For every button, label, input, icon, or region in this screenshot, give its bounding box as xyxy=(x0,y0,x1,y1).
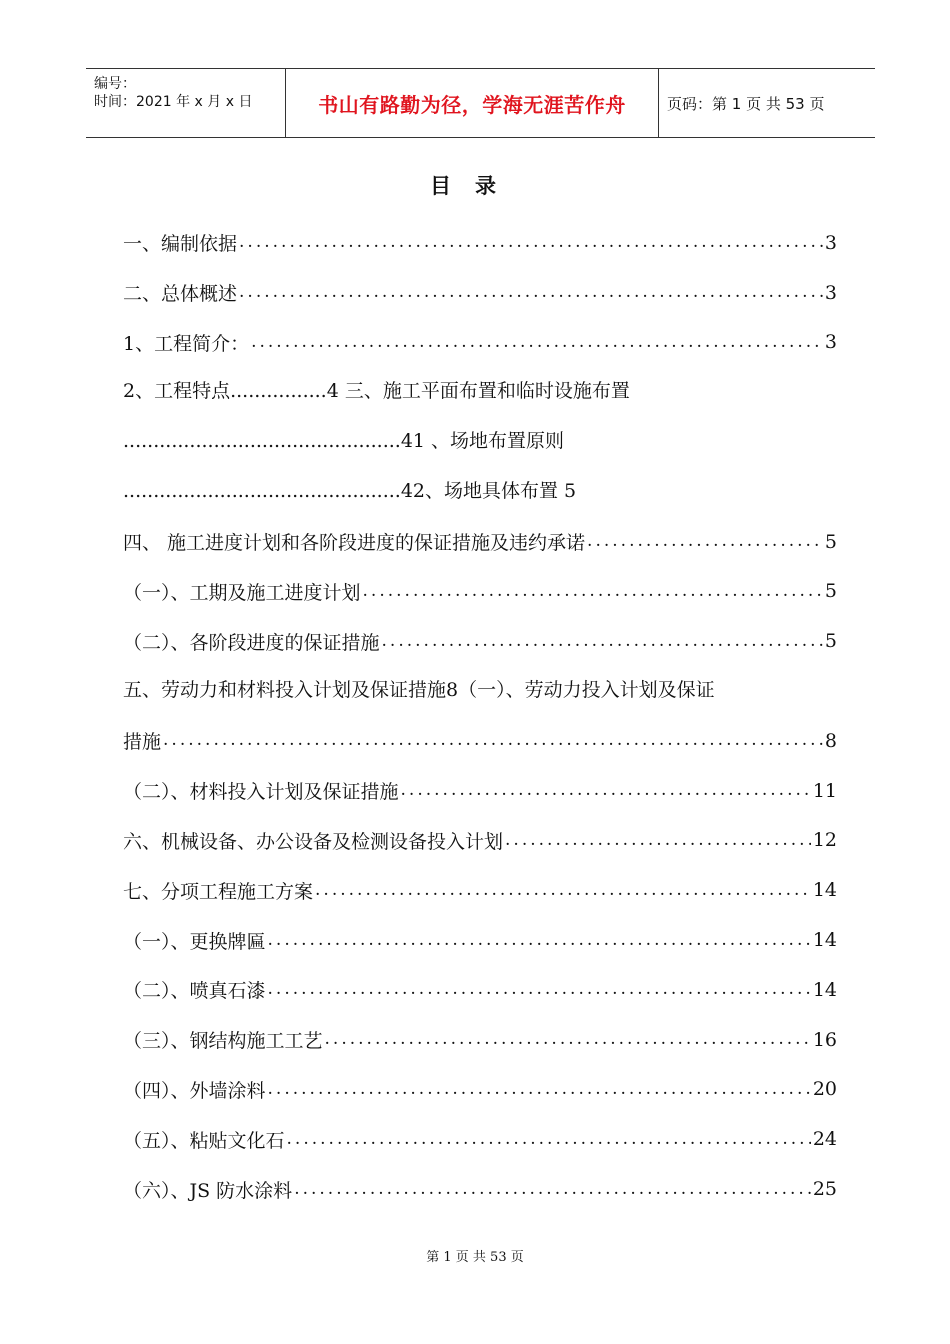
toc-leader-dots xyxy=(287,1131,811,1148)
toc-entry-page: 8 xyxy=(824,729,837,752)
toc-entry: 2、工程特点................4 三、施工平面布置和临时设施布置 xyxy=(123,380,630,403)
toc-entry-label: （三）、钢结构施工工艺 xyxy=(123,1030,323,1053)
document-number-label: 编号： xyxy=(94,76,136,92)
toc-entry xyxy=(123,567,837,617)
toc-entry-label: （二）、各阶段进度的保证措施 xyxy=(123,631,380,654)
table-of-contents xyxy=(123,218,837,1214)
toc-entry xyxy=(123,268,837,318)
header-meta xyxy=(86,69,286,137)
toc-entry-label: （五）、粘贴文化石 xyxy=(123,1129,285,1152)
toc-entry-page: 12 xyxy=(812,829,837,852)
toc-title: 目录 xyxy=(430,174,520,198)
header-motto: 书山有路勤为径，学海无涯苦作舟 xyxy=(286,69,659,137)
toc-entry: 五、劳动力和材料投入计划及保证措施8（一）、劳动力投入计划及保证 xyxy=(123,679,715,702)
toc-entry: ..............................................41 、场地布置原则 xyxy=(123,430,565,453)
toc-entry xyxy=(123,816,837,866)
toc-entry-label: 六、机械设备、办公设备及检测设备投入计划 xyxy=(123,830,504,853)
toc-entry-page: 24 xyxy=(812,1128,837,1151)
toc-leader-dots xyxy=(401,782,811,799)
toc-entry-page: 14 xyxy=(812,978,837,1001)
toc-entry-page: 3 xyxy=(824,231,837,254)
toc-entry-page: 5 xyxy=(824,580,837,603)
toc-entry xyxy=(123,616,837,666)
toc-entry-label: （一）、更换牌匾 xyxy=(123,930,266,953)
document-header xyxy=(86,68,875,138)
toc-leader-dots xyxy=(325,1031,811,1048)
header-page-info: 页码：第 1 页 共 53 页 xyxy=(667,94,825,113)
toc-entry-label: 措施 xyxy=(123,731,162,754)
toc-leader-dots xyxy=(268,981,811,998)
toc-entry xyxy=(123,318,837,368)
toc-entry xyxy=(123,965,837,1015)
toc-entry xyxy=(123,716,837,766)
toc-entry-page: 11 xyxy=(812,779,837,802)
toc-entry: ..............................................42、场地具体布置 5 xyxy=(123,479,577,502)
toc-leader-dots xyxy=(239,284,823,301)
toc-leader-dots xyxy=(251,334,823,351)
toc-entry xyxy=(123,915,837,965)
toc-entry-label: （一）、工期及施工进度计划 xyxy=(123,581,361,604)
toc-entry xyxy=(123,218,837,268)
toc-entry xyxy=(123,766,837,816)
toc-entry-page: 14 xyxy=(812,879,837,902)
page-footer: 第 1 页 共 53 页 xyxy=(426,1250,524,1265)
toc-leader-dots xyxy=(382,633,823,650)
toc-leader-dots xyxy=(505,832,811,849)
toc-entry-page: 3 xyxy=(824,331,837,354)
toc-entry xyxy=(123,1015,837,1065)
toc-entry-label: 二、总体概述 xyxy=(123,283,238,306)
toc-entry-label: （四）、外墙涂料 xyxy=(123,1079,266,1102)
toc-entry-page: 3 xyxy=(824,281,837,304)
toc-leader-dots xyxy=(587,533,823,550)
toc-entry-label: 四、 施工进度计划和各阶段进度的保证措施及违约承诺 xyxy=(123,532,586,555)
toc-entry-page: 25 xyxy=(812,1178,837,1201)
toc-entry xyxy=(123,1114,837,1164)
toc-leader-dots xyxy=(239,234,823,251)
toc-leader-dots xyxy=(268,932,811,949)
toc-leader-dots xyxy=(163,732,823,749)
toc-entry-label: 1、工程简介： xyxy=(123,332,250,355)
toc-leader-dots xyxy=(315,882,811,899)
toc-entry-label: （二）、喷真石漆 xyxy=(123,980,266,1003)
toc-entry-page: 20 xyxy=(812,1078,837,1101)
toc-entry xyxy=(123,517,837,567)
toc-entry-label: 一、编制依据 xyxy=(123,233,238,256)
toc-leader-dots xyxy=(268,1081,811,1098)
toc-entry-label: （二）、材料投入计划及保证措施 xyxy=(123,781,399,804)
toc-entry-label: 七、分项工程施工方案 xyxy=(123,880,314,903)
toc-entry xyxy=(123,1065,837,1115)
toc-entry-page: 16 xyxy=(812,1028,837,1051)
toc-entry-page: 14 xyxy=(812,929,837,952)
toc-leader-dots xyxy=(363,583,823,600)
toc-leader-dots xyxy=(294,1181,811,1198)
toc-entry-label: （六）、JS 防水涂料 xyxy=(123,1179,293,1202)
toc-entry xyxy=(123,1164,837,1214)
document-date: 时间：2021 年 x 月 x 日 xyxy=(94,94,253,110)
toc-entry xyxy=(123,865,837,915)
toc-entry-page: 5 xyxy=(824,630,837,653)
toc-entry-page: 5 xyxy=(824,530,837,553)
